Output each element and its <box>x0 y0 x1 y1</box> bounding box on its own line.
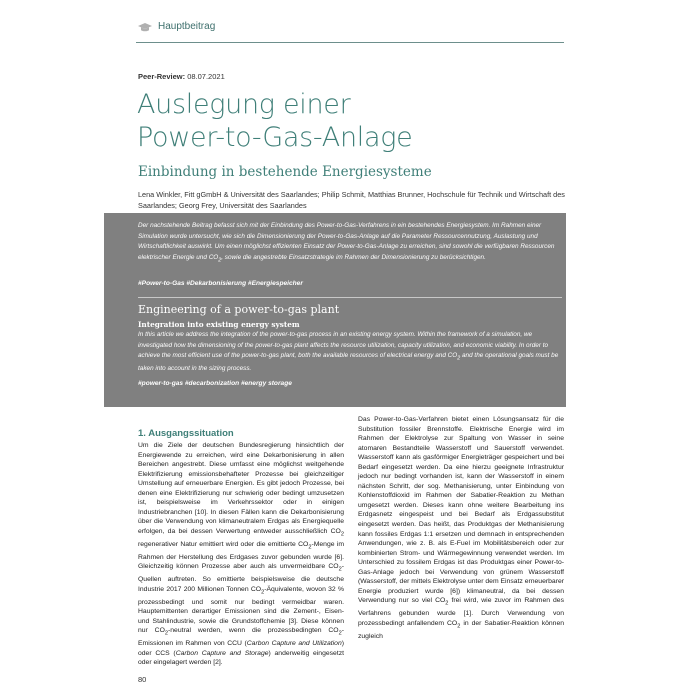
english-subtitle: Integration into existing energy system <box>138 320 300 329</box>
title-line-1: Auslegung einer <box>137 89 351 120</box>
paragraph: Um die Ziele der deutschen Bundesregierung hinsichtlich der Energiewende zu erreichen, wird eine Dekarbonisierung in allen Bereichen angestrebt. Diese umfasst eine möglichst weitgehende Elektrifizierung emissionsbehafteter Prozesse bei gleichzeitiger Umstellung auf erneuerbare Energien. Es gibt jedoch Prozesse, bei denen eine Elektrifizierung nur schwierig oder bedingt umzusetzen ist, beispielsweise im Verkehrssektor oder in einigen Industriebranchen [10]. In diesen Fällen kann die Dekarbonisierung über die Verwendung von klimaneutralem Erdgas als Energiequelle erfolgen, da bei dessen Verwertung entweder ausschließlich $CO_2$ regenerativer Natur emittiert wird oder die emittierte $CO_2$-Menge im Rahmen der Herstellung des Erdgases zuvor gebunden wurde [6]. Gleichzeitig können Prozesse aber auch als unvermeidbare $CO_2$-Quellen auftreten. So emittierte beispielsweise die deutsche Industrie 2017 200 Millionen Tonnen $CO_2$-Äquivalente, wovon 32 % prozessbedingt und somit nur bedingt vermeidbar waren. Hauptemittenten derartiger Emissionen sind die Zement-, Eisen- und Stahlindustrie, sowie die Grundstoffchemie [3]. Diese können nur $CO_2$-neutral werden, wenn die prozessbedingten $CO_2$-Emissionen im Rahmen von CCU (Carbon Capture and Utilization) oder CCS (Carbon Capture and Storage) anderweitig eingesetzt oder eingelagert werden [2]. <box>138 442 344 667</box>
peer-review-date: 08.07.2021 <box>187 72 225 81</box>
abstract-english: In this article we address the integration of the power-to-gas process in an existing energy system. Within the framework of a simulation, we investigated how the dimensioning of the power-to-gas plant affects the resource utilization, capacity utilization, and economic viability. In order to achieve the most efficient use of the power-to-gas plant, both the available resources of electrical energy and $CO_2$ and the operational goals must be taken into account in the sizing process. <box>138 331 559 372</box>
article-subtitle: Einbindung in bestehende Energiesysteme <box>138 164 432 180</box>
keywords-german: #Power-to-Gas #Dekarbonisierung #Energiespeicher <box>138 280 303 287</box>
abstract-divider <box>138 297 562 298</box>
header-divider <box>136 42 564 43</box>
paragraph: Das Power-to-Gas-Verfahren bietet einen Lösungsansatz für die Substitution fossiler Brennstoffe. Elektrische Energie wird im Rahmen der Elektrolyse zur Spaltung von Wasser in seine atomaren Bestandteile Wasserstoff und Sauerstoff verwendet. Wasserstoff kann als gasförmiger Energieträger gespeichert und bei Bedarf eingesetzt werden. Da eine hierzu geeignete Infrastruktur jedoch nur bedingt vorhanden ist, kann der Wasserstoff in einem nächsten Schritt, der sog. Methanisierung, unter Einbindung von Kohlenstoffdioxid im Rahmen der Sabatier-Reaktion zu Methan umgesetzt werden. Dieses kann ohne weitere Bearbeitung ins Erdgasnetz eingespeist und bei Bedarf als Erdgassubstitut eingesetzt werden. Das heißt, das Produktgas der Methanisierung kann fossiles Erdgas 1:1 ersetzen und demnach in entsprechenden Anwendungen, wie z. B. als E-Fuel im Mobilitätsbereich oder zur kombinierten Strom- und Wärmegewinnung verwendet werden. Im Unterschied zu fossilem Erdgas ist das Produktgas einer Power-to-Gas-Anlage jedoch bei Verwendung von grünem Wasserstoff (Wasserstoff, der mittels Elektrolyse unter dem Einsatz erneuerbarer Energie produziert wurde [6]) klimaneutral, da bei dessen Verwendung nur so viel $CO_2$ frei wird, wie zuvor im Rahmen des Verfahrens gebunden wurde [1]. Durch Verwendung von prozessbedingt anfallendem $CO_2$ in der Sabatier-Reaktion können zugleich <box>358 416 565 640</box>
peer-review-line <box>138 72 225 81</box>
section-header <box>136 18 564 40</box>
peer-review-label: Peer-Review: <box>138 72 186 81</box>
abstract-box <box>104 213 566 407</box>
article-title <box>137 88 412 154</box>
english-title: Engineering of a power-to-gas plant <box>138 303 340 316</box>
section-label: Hauptbeitrag <box>158 21 216 32</box>
title-line-2: Power-to-Gas-Anlage <box>137 122 413 153</box>
abstract-german: Der nachstehende Beitrag befasst sich mit der Einbindung des Power-to-Gas-Verfahrens in ein bestehendes Energiesystem. Im Rahmen einer Simulation wurde untersucht, wie sich die Dimensionierung der Power-to-Gas-Anlage auf die Parameter Ressourcennutzung, Auslastung und Wirtschaftlichkeit auswirkt. Um einen möglichst effizienten Einsatz der Power-to-Gas-Anlage zu erreichen, sind sowohl die verfügbaren Ressourcen elektrischer Energie und $CO_2$, sowie die angestrebte Einsatzstrategie im Rahmen der Dimensionierung zu berücksichtigen. <box>138 222 555 263</box>
keywords-english: #power-to-gas #decarbonization #energy storage <box>138 380 292 387</box>
body-column-left <box>138 428 344 668</box>
authors: Lena Winkler, Fitt gGmbH & Universität des Saarlandes; Philip Schmit, Matthias Brunner, Hochschule für Technik und Wirtschaft des Saarlandes; Georg Frey, Universität des Saarlandes <box>138 190 565 210</box>
body-column-right <box>358 415 564 641</box>
graduation-cap-icon <box>138 23 152 32</box>
page-number: 80 <box>138 675 147 684</box>
section-heading: 1. Ausgangssituation <box>138 428 234 439</box>
